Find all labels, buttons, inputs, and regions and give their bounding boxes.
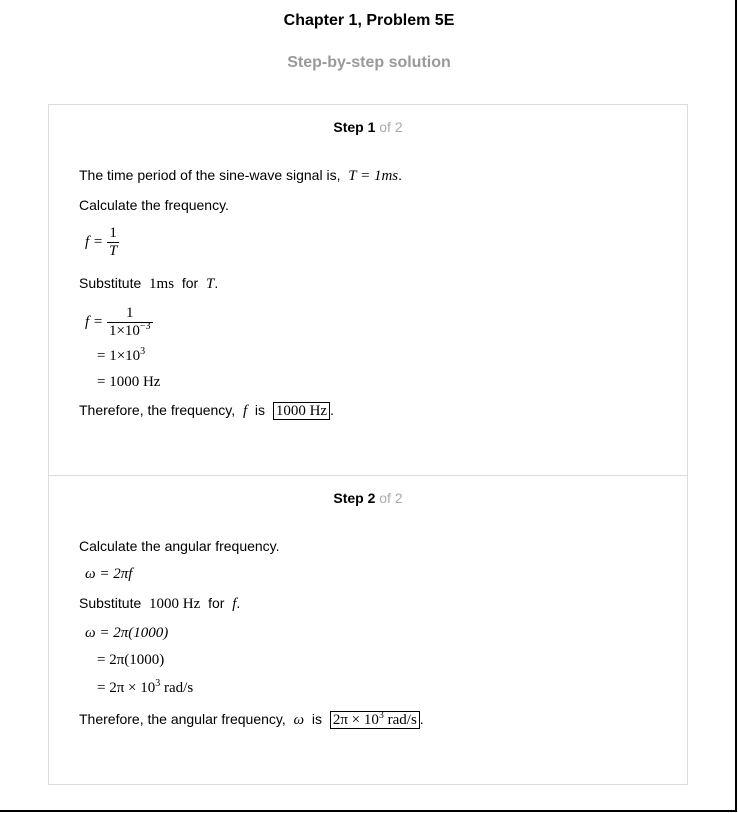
step-2-eq3-base: = 2π × 10 (97, 680, 156, 696)
step-2-sub-var: f (232, 596, 237, 612)
step-2-answer-base: 2π × 10 (332, 712, 379, 728)
step-2-eq3-exp: 3 (155, 678, 161, 689)
step-1-of: of 2 (379, 119, 403, 135)
step-1-fraction-den: T (108, 243, 118, 259)
step-2-result: Therefore, the angular frequency, ω is $2\pi \times 10^3$ rad/s . (79, 710, 424, 728)
step-2-eq1: ω = 2π(1000) (85, 625, 169, 641)
step-2-eq3 (97, 680, 193, 697)
step-1-sub-word: Substitute (79, 275, 142, 291)
step-1-eq1-den (107, 323, 153, 340)
step-1-eq2-base: = 1×10 (97, 348, 141, 364)
step-1-result-var: f (242, 403, 248, 419)
step-1-eq1-fraction (107, 305, 153, 340)
step-1-substitute: Substitute 1ms for T. (79, 275, 219, 292)
step-1-formula (85, 225, 119, 260)
step-1-label: Step 1 (333, 119, 376, 135)
step-1-eq1-den-base: 1×10 (108, 323, 140, 339)
step-1-answer-box: 1000 Hz (273, 402, 330, 420)
step-1-eq2 (97, 348, 145, 365)
step-2-calc: Calculate the angular frequency. (79, 538, 280, 554)
step-divider (49, 475, 687, 476)
step-1-sub-var: T (205, 276, 215, 292)
step-1-sub-value: 1ms (149, 276, 175, 292)
step-2-of: of 2 (379, 490, 403, 506)
step-2-header (49, 490, 687, 506)
step-2-eq3-unit: rad/s (160, 680, 194, 696)
step-1-intro: The time period of the sine-wave signal is, T = 1ms. (79, 167, 403, 184)
step-2-result-is: is (311, 711, 323, 727)
step-1-sub-for: for (181, 275, 199, 291)
step-1-eq1 (85, 305, 153, 340)
step-2-answer-exp: 3 (378, 710, 384, 721)
step-1-result-is: is (254, 402, 266, 418)
step-2-result-var: ω (293, 712, 305, 728)
step-2-result-text: Therefore, the angular frequency, (79, 711, 286, 727)
step-1-eq1-den-exp: −3 (139, 321, 151, 332)
step-2-answer-box (330, 711, 420, 729)
step-1-eq1-lhs: f = (85, 314, 104, 331)
step-2-sub-value: 1000 Hz (149, 596, 201, 612)
step-2-sub-word: Substitute (79, 595, 142, 611)
step-1-intro-math: T = 1ms (348, 168, 399, 184)
step-2-label: Step 2 (333, 490, 376, 506)
step-2-omega-formula: ω = 2πf (85, 566, 133, 582)
step-2-eq2: = 2π(1000) (97, 652, 165, 668)
step-1-calc: Calculate the frequency. (79, 197, 229, 213)
step-1-formula-lhs: f = (85, 234, 104, 251)
step-2-sub-for: for (208, 595, 225, 611)
step-1-header (49, 119, 687, 135)
page-title: Chapter 1, Problem 5E (283, 12, 455, 29)
step-1-result-text: Therefore, the frequency, (79, 402, 236, 418)
page-subtitle: Step-by-step solution (287, 54, 451, 71)
step-2-substitute: Substitute 1000 Hz for f. (79, 595, 241, 612)
step-1-result: Therefore, the frequency, f is 1000 Hz . (79, 402, 334, 419)
solution-card (48, 104, 688, 785)
step-2-answer-unit: rad/s (383, 712, 417, 728)
step-1-eq1-num: 1 (107, 305, 153, 323)
step-1-eq3: = 1000 Hz (97, 374, 161, 390)
step-1-fraction-num: 1 (107, 225, 119, 243)
step-1-intro-text: The time period of the sine-wave signal is, (79, 167, 341, 183)
step-1-eq2-exp: 3 (140, 346, 146, 357)
step-1-fraction (107, 225, 119, 260)
